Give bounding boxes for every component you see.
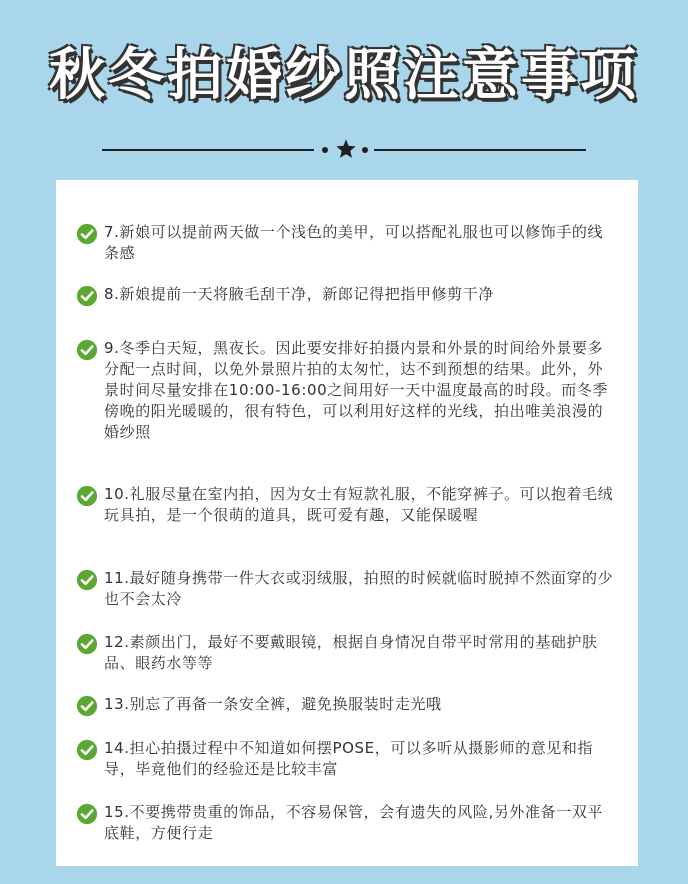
tip-item-7 [76,222,616,264]
tip-text: 12.素颜出门，最好不要戴眼镜，根据自身情况自带平时常用的基础护肤品、眼药水等等 [104,633,598,672]
tip-item-12 [76,632,616,674]
tip-item-10 [76,484,616,526]
tip-item-8 [76,284,616,305]
tip-text: 9.冬季白天短，黑夜长。因此要安排好拍摄内景和外景的时间给外景要多分配一点时间，以免外景照片拍的太匆忙，达不到预想的结果。此外，外景时间尽量安排在10:00-16:00之间用好一天中温度最高的时段。而冬季傍晚的阳光暖暖的，很有特色，可以利用好这样的光线，拍出唯美浪漫的婚纱照 [104,339,609,441]
tip-item-11 [76,568,616,610]
divider-dot-right [362,147,368,153]
check-circle-icon [76,339,98,361]
tip-text: 13.别忘了再备一条安全裤，避免换服装时走光哦 [104,695,442,713]
divider-dot-left [322,147,328,153]
check-circle-icon [76,633,98,655]
divider-line-right [374,149,586,151]
tip-item-14 [76,738,616,780]
check-circle-icon [76,569,98,591]
page-title: 秋冬拍婚纱照注意事项 [49,43,639,108]
tip-text: 15.不要携带贵重的饰品，不容易保管，会有遗失的风险,另外准备一双平底鞋，方便行走 [104,803,604,842]
check-circle-icon [76,223,98,245]
check-circle-icon [76,485,98,507]
tip-text: 11.最好随身携带一件大衣或羽绒服，拍照的时候就临时脱掉不然面穿的少也不会太冷 [104,569,614,608]
check-circle-icon [76,803,98,825]
star-icon [335,138,357,160]
title-divider [102,138,586,162]
tip-text: 8.新娘提前一天将腋毛刮干净，新郎记得把指甲修剪干净 [104,285,494,303]
check-circle-icon [76,285,98,307]
tip-text: 10.礼服尽量在室内拍，因为女士有短款礼服，不能穿裤子。可以抱着毛绒玩具拍，是一个很萌的道具，既可爱有趣，又能保暖喔 [104,485,614,524]
tip-text: 14.担心拍摄过程中不知道如何摆POSE，可以多听从摄影师的意见和指导，毕竟他们的经验还是比较丰富 [104,739,594,778]
check-circle-icon [76,739,98,761]
tip-item-15 [76,802,616,844]
tips-card [56,180,638,866]
tip-item-9 [76,338,616,443]
check-circle-icon [76,695,98,717]
divider-line-left [102,149,314,151]
tip-text: 7.新娘可以提前两天做一个浅色的美甲，可以搭配礼服也可以修饰手的线条感 [104,223,604,262]
tip-item-13 [76,694,616,715]
